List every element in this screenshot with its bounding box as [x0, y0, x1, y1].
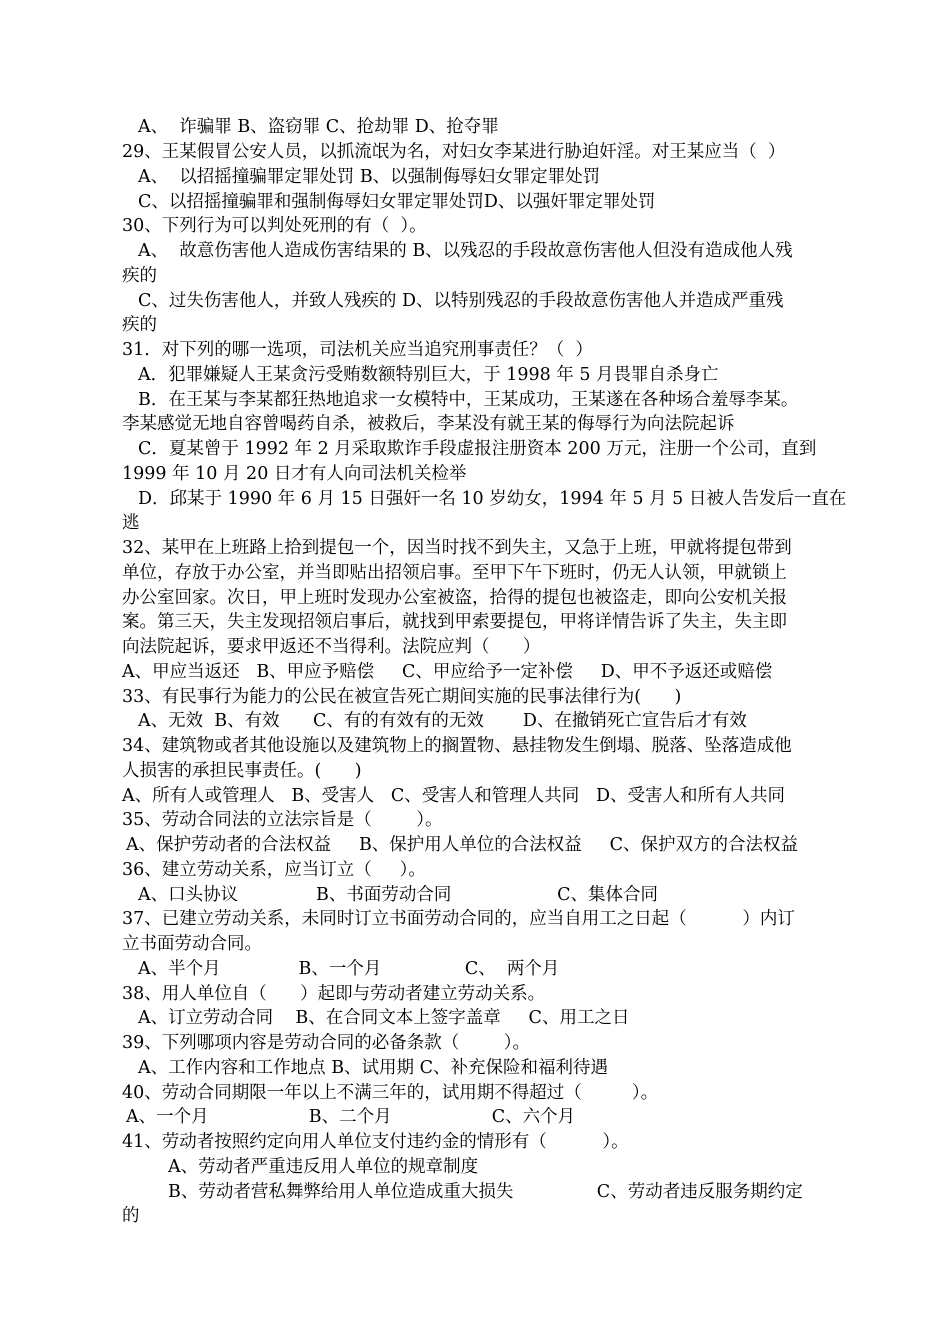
question-33: 33、有民事行为能力的公民在被宣告死亡期间实施的民事法律行为( ) [122, 687, 682, 707]
question-37: 37、已建立劳动关系，未同时订立书面劳动合同的，应当自用工之日起（ ）内订 [122, 909, 795, 929]
question-38: 38、用人单位自（ ）起即与劳动者建立劳动关系。 [122, 984, 546, 1004]
question-40: 40、劳动合同期限一年以上不满三年的，试用期不得超过（ ）。 [122, 1083, 659, 1103]
question-32: 32、某甲在上班路上拾到提包一个，因当时找不到失主，又急于上班，甲就将提包带到 [122, 538, 792, 558]
options-34: A、所有人或管理人 B、受害人 C、受害人和管理人共同 D、受害人和所有人共同 [122, 786, 785, 806]
options-35: A、保护劳动者的合法权益 B、保护用人单位的合法权益 C、保护双方的合法权益 [126, 835, 799, 855]
option-line-30b: C、过失伤害他人，并致人残疾的 D、以特别残忍的手段故意伤害他人并造成严重残 [138, 291, 784, 311]
question-41: 41、劳动者按照约定向用人单位支付违约金的情形有（ ）。 [122, 1132, 629, 1152]
question-32-line3: 办公室回家。次日，甲上班时发现办公室被盗，拾得的提包也被盗走，即向公安机关报 [122, 588, 787, 608]
options-40: A、一个月 B、二个月 C、六个月 [126, 1107, 576, 1127]
question-32-line5: 向法院起诉，要求甲返还不当得利。法院应判（ ） [122, 637, 541, 657]
option-31b: B．在王某与李某都狂热地追求一女模特中，王某成功，王某遂在各种场合羞辱李某。 [138, 390, 799, 410]
options-36: A、口头协议 B、书面劳动合同 C、集体合同 [138, 885, 658, 905]
question-37-line2: 立书面劳动合同。 [122, 934, 262, 954]
options-39: A、工作内容和工作地点 B、试用期 C、补充保险和福利待遇 [138, 1058, 609, 1078]
option-31d: D．邱某于 1990 年 6 月 15 日强奸一名 10 岁幼女，1994 年 5 月 5 日被人告发后一直在 [138, 489, 847, 509]
options-38: A、订立劳动合同 B、在合同文本上签字盖章 C、用工之日 [138, 1008, 630, 1028]
option-line-28: A、 诈骗罪 B、盗窃罪 C、抢劫罪 D、抢夺罪 [138, 117, 499, 137]
option-line-30b-cont: 疾的 [122, 315, 157, 335]
option-41c-cont: 的 [122, 1206, 140, 1226]
option-31d-cont: 逃 [122, 513, 140, 533]
question-36: 36、建立劳动关系，应当订立（ ）。 [122, 860, 426, 880]
option-41bc: B、劳动者营私舞弊给用人单位造成重大损失 C、劳动者违反服务期约定 [168, 1182, 803, 1202]
option-line-29a: A、 以招摇撞骗罪定罪处罚 B、以强制侮辱妇女罪定罪处罚 [138, 167, 601, 187]
question-32-line4: 案。第三天，失主发现招领启事后，就找到甲索要提包，甲将详情告诉了失主，失主即 [122, 612, 787, 632]
question-34-line2: 人损害的承担民事责任。( ) [122, 761, 362, 781]
question-29: 29、王某假冒公安人员，以抓流氓为名，对妇女李某进行胁迫奸淫。对王某应当（ ） [122, 142, 786, 162]
question-31: 31．对下列的哪一选项，司法机关应当追究刑事责任？（ ） [122, 340, 593, 360]
options-33: A、无效 B、有效 C、有的有效有的无效 D、在撤销死亡宣告后才有效 [138, 711, 747, 731]
option-line-30a-cont: 疾的 [122, 266, 157, 286]
question-30: 30、下列行为可以判处死刑的有（ ）。 [122, 216, 427, 236]
question-35: 35、劳动合同法的立法宗旨是（ ）。 [122, 810, 443, 830]
option-line-30a: A、 故意伤害他人造成伤害结果的 B、以残忍的手段故意伤害他人但没有造成他人残 [138, 241, 793, 261]
option-31a: A．犯罪嫌疑人王某贪污受贿数额特别巨大，于 1998 年 5 月畏罪自杀身亡 [138, 365, 719, 385]
option-41a: A、劳动者严重违反用人单位的规章制度 [168, 1157, 479, 1177]
option-line-29b: C、以招摇撞骗罪和强制侮辱妇女罪定罪处罚D、以强奸罪定罪处罚 [138, 192, 656, 212]
options-37: A、半个月 B、一个月 C、 两个月 [138, 959, 560, 979]
question-39: 39、下列哪项内容是劳动合同的必备条款（ ）。 [122, 1033, 531, 1053]
option-31c: C．夏某曾于 1992 年 2 月采取欺诈手段虚报注册资本 200 万元，注册一个公司，直到 [138, 439, 817, 459]
option-31b-cont: 李某感觉无地自容曾喝药自杀，被救后，李某没有就王某的侮辱行为向法院起诉 [122, 414, 735, 434]
option-31c-cont: 1999 年 10 月 20 日才有人向司法机关检举 [122, 464, 467, 484]
question-32-line2: 单位，存放于办公室，并当即贴出招领启事。至甲下午下班时，仍无人认领，甲就锁上 [122, 563, 787, 583]
question-34: 34、建筑物或者其他设施以及建筑物上的搁置物、悬挂物发生倒塌、脱落、坠落造成他 [122, 736, 792, 756]
options-32: A、甲应当返还 B、甲应予赔偿 C、甲应给予一定补偿 D、甲不予返还或赔偿 [122, 662, 773, 682]
